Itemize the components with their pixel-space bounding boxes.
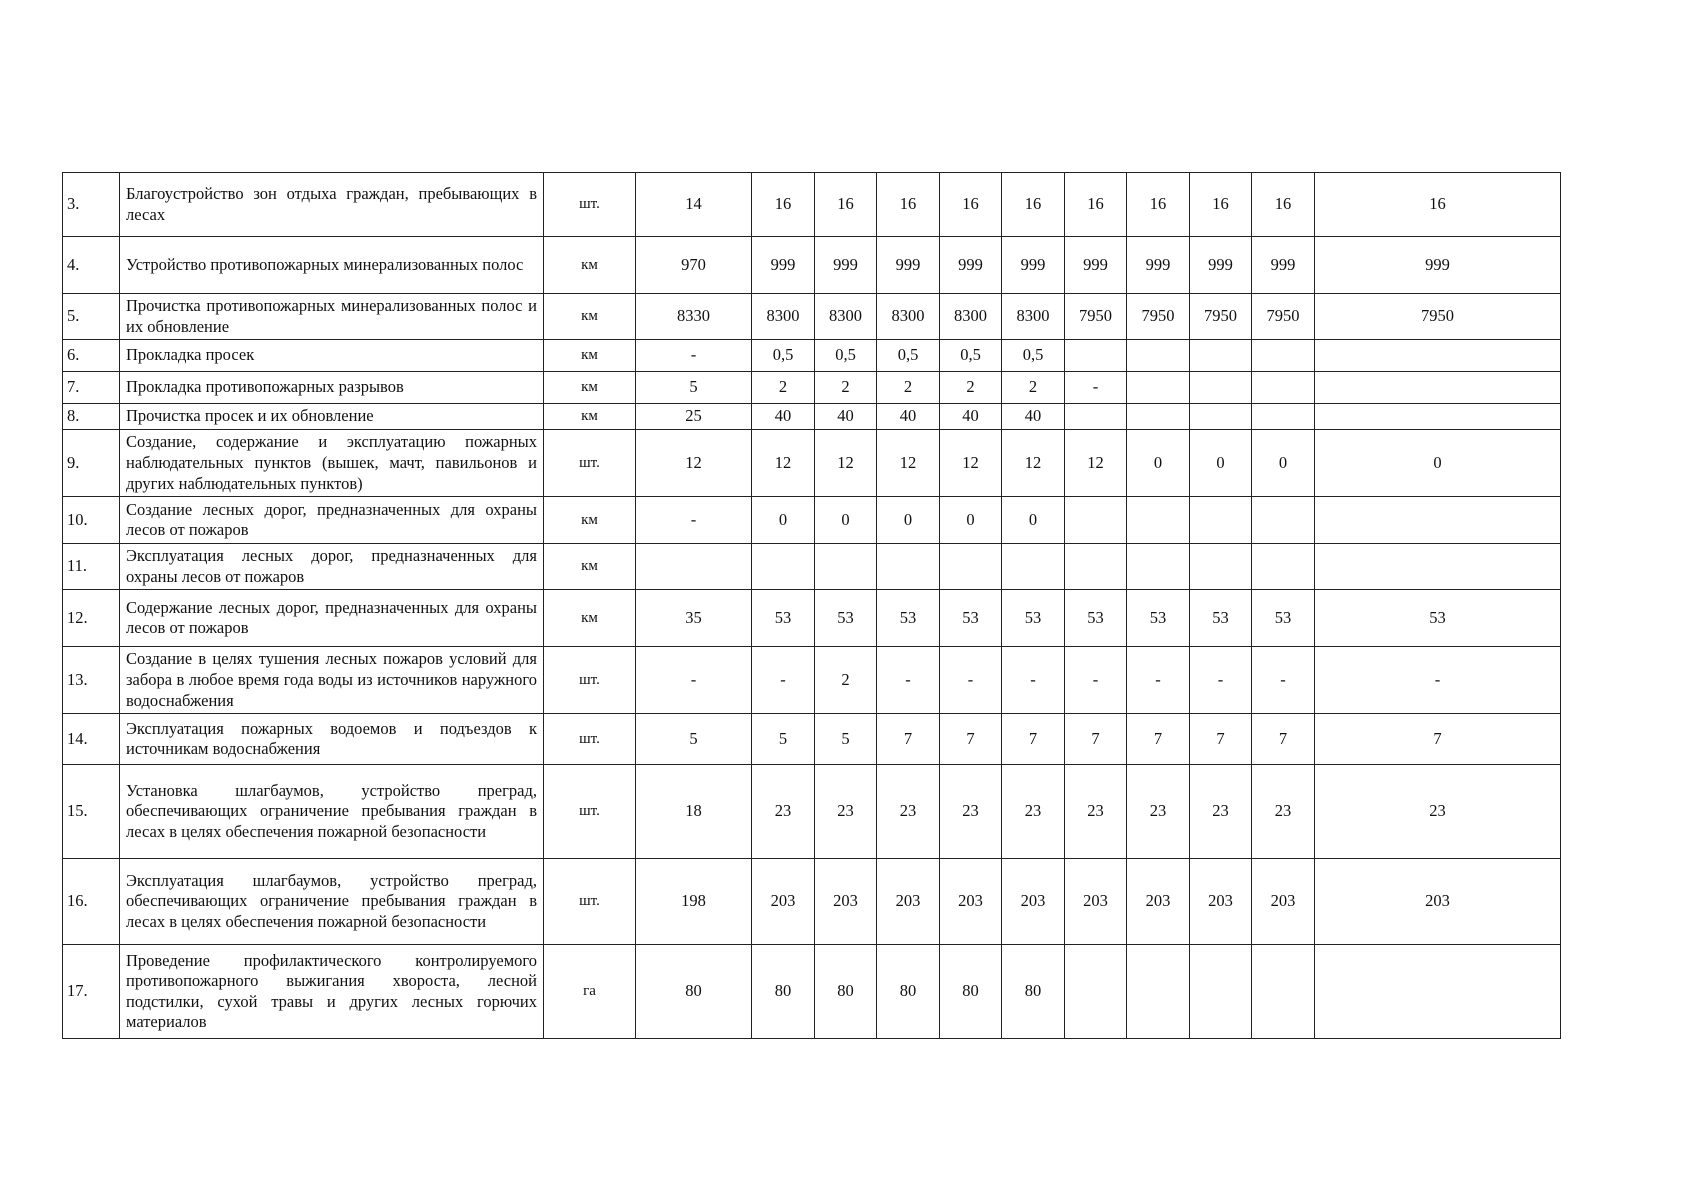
value-cell [1065,497,1127,544]
value-cell: 80 [877,945,940,1039]
value-cell [877,544,940,590]
value-cell: 16 [1065,173,1127,237]
value-cell: 203 [815,859,877,945]
value-cell: 23 [877,765,940,859]
value-cell: 12 [1002,430,1065,497]
value-cell: 203 [877,859,940,945]
value-cell [1315,945,1561,1039]
value-cell: 0,5 [1002,340,1065,372]
value-cell [815,544,877,590]
value-cell: 0,5 [940,340,1002,372]
value-cell: 0,5 [815,340,877,372]
value-cell: 23 [1002,765,1065,859]
value-cell: 7 [877,714,940,765]
measure-name: Эксплуатация пожарных водоемов и подъездов к источникам водоснабжения [120,714,544,765]
measure-name: Прочистка противопожарных минерализованных полос и их обновление [120,294,544,340]
value-cell: 203 [1252,859,1315,945]
row-number: 14. [63,714,120,765]
value-cell: 12 [636,430,752,497]
measure-name: Создание лесных дорог, предназначенных для охраны лесов от пожаров [120,497,544,544]
value-cell: 40 [752,404,815,430]
value-cell: 23 [1252,765,1315,859]
value-cell: 7950 [1252,294,1315,340]
measure-name: Благоустройство зон отдыха граждан, пребывающих в лесах [120,173,544,237]
value-cell [1127,497,1190,544]
value-cell: 999 [1315,237,1561,294]
value-cell [1065,340,1127,372]
table-row [63,294,1561,340]
value-cell: 14 [636,173,752,237]
measure-name: Прокладка противопожарных разрывов [120,372,544,404]
value-cell: 53 [940,590,1002,647]
value-cell [1190,340,1252,372]
unit-cell: шт. [544,647,636,714]
value-cell: 53 [877,590,940,647]
value-cell [1065,945,1127,1039]
value-cell: - [1002,647,1065,714]
value-cell: 0 [1315,430,1561,497]
value-cell: 16 [940,173,1002,237]
fire-protection-measures-table [62,172,1561,1039]
row-number: 5. [63,294,120,340]
unit-cell: км [544,340,636,372]
table-row [63,647,1561,714]
value-cell: 80 [1002,945,1065,1039]
value-cell: 80 [940,945,1002,1039]
value-cell: 23 [1315,765,1561,859]
measure-name: Прокладка просек [120,340,544,372]
value-cell [1315,544,1561,590]
measure-name: Содержание лесных дорог, предназначенных для охраны лесов от пожаров [120,590,544,647]
value-cell: 7 [1252,714,1315,765]
value-cell: 203 [1065,859,1127,945]
table-row [63,945,1561,1039]
table-row [63,859,1561,945]
value-cell [940,544,1002,590]
value-cell: 16 [877,173,940,237]
value-cell: 7 [1315,714,1561,765]
value-cell: 53 [1252,590,1315,647]
value-cell: 80 [752,945,815,1039]
value-cell: 203 [1127,859,1190,945]
value-cell: 0 [877,497,940,544]
value-cell: 2 [815,647,877,714]
value-cell [1315,497,1561,544]
value-cell: - [877,647,940,714]
row-number: 17. [63,945,120,1039]
unit-cell: шт. [544,430,636,497]
measure-name: Прочистка просек и их обновление [120,404,544,430]
value-cell: 970 [636,237,752,294]
value-cell: 0 [940,497,1002,544]
value-cell: 7 [1190,714,1252,765]
value-cell: 2 [1002,372,1065,404]
value-cell [1252,497,1315,544]
value-cell: 203 [752,859,815,945]
row-number: 8. [63,404,120,430]
unit-cell: км [544,237,636,294]
value-cell: 16 [1315,173,1561,237]
value-cell: 5 [636,372,752,404]
value-cell: 16 [752,173,815,237]
value-cell [1065,544,1127,590]
value-cell: 80 [636,945,752,1039]
value-cell: 8300 [940,294,1002,340]
value-cell: 999 [877,237,940,294]
value-cell [1127,372,1190,404]
value-cell: 53 [1127,590,1190,647]
table-row [63,237,1561,294]
value-cell [1127,340,1190,372]
value-cell: 23 [1065,765,1127,859]
value-cell [1252,372,1315,404]
value-cell: 40 [940,404,1002,430]
value-cell: 16 [815,173,877,237]
value-cell: 5 [636,714,752,765]
value-cell: 2 [940,372,1002,404]
value-cell: - [1190,647,1252,714]
value-cell [1127,945,1190,1039]
value-cell: 8300 [815,294,877,340]
value-cell: 7 [1002,714,1065,765]
value-cell: 8300 [752,294,815,340]
value-cell: 80 [815,945,877,1039]
value-cell [636,544,752,590]
value-cell: 203 [1190,859,1252,945]
value-cell: 7950 [1315,294,1561,340]
value-cell: 7 [940,714,1002,765]
value-cell: 0,5 [877,340,940,372]
value-cell: - [636,340,752,372]
table-row [63,497,1561,544]
value-cell: 999 [1190,237,1252,294]
value-cell [1315,372,1561,404]
value-cell: 0 [815,497,877,544]
value-cell: 35 [636,590,752,647]
value-cell [1252,404,1315,430]
value-cell: 53 [1002,590,1065,647]
value-cell: 53 [1065,590,1127,647]
row-number: 4. [63,237,120,294]
value-cell: 40 [1002,404,1065,430]
value-cell [1190,372,1252,404]
unit-cell: шт. [544,714,636,765]
table-row [63,714,1561,765]
value-cell: 23 [940,765,1002,859]
row-number: 9. [63,430,120,497]
value-cell: 203 [940,859,1002,945]
row-number: 16. [63,859,120,945]
measure-name: Проведение профилактического контролируемого противопожарного выжигания хвороста, лесной подстилки, сухой травы и других лесных горючих материалов [120,945,544,1039]
value-cell: 7 [1127,714,1190,765]
value-cell: 16 [1190,173,1252,237]
value-cell: 2 [877,372,940,404]
table-row [63,340,1561,372]
unit-cell: шт. [544,765,636,859]
value-cell: 25 [636,404,752,430]
value-cell [1315,340,1561,372]
value-cell: 999 [1065,237,1127,294]
value-cell [1252,945,1315,1039]
value-cell: 7950 [1190,294,1252,340]
measure-name: Эксплуатация лесных дорог, предназначенных для охраны лесов от пожаров [120,544,544,590]
value-cell: 18 [636,765,752,859]
value-cell: 8300 [877,294,940,340]
value-cell: 12 [752,430,815,497]
value-cell: 0 [752,497,815,544]
table-row [63,430,1561,497]
value-cell: 23 [815,765,877,859]
value-cell: 203 [1002,859,1065,945]
value-cell: - [752,647,815,714]
table-row [63,590,1561,647]
measure-name: Эксплуатация шлагбаумов, устройство преград, обеспечивающих ограничение пребывания граждан в лесах в целях обеспечения пожарной безопасности [120,859,544,945]
row-number: 13. [63,647,120,714]
value-cell: 12 [815,430,877,497]
value-cell: 999 [1252,237,1315,294]
value-cell: 12 [940,430,1002,497]
unit-cell: шт. [544,173,636,237]
value-cell: 999 [815,237,877,294]
value-cell: 0,5 [752,340,815,372]
unit-cell: км [544,404,636,430]
value-cell: 203 [1315,859,1561,945]
value-cell [1190,404,1252,430]
value-cell: 53 [1315,590,1561,647]
value-cell: 8300 [1002,294,1065,340]
value-cell: 23 [1127,765,1190,859]
value-cell: 12 [877,430,940,497]
row-number: 6. [63,340,120,372]
value-cell: 198 [636,859,752,945]
row-number: 11. [63,544,120,590]
value-cell [1002,544,1065,590]
measure-name: Установка шлагбаумов, устройство преград, обеспечивающих ограничение пребывания граждан в лесах в целях обеспечения пожарной безопасности [120,765,544,859]
row-number: 7. [63,372,120,404]
value-cell: 7950 [1127,294,1190,340]
value-cell: 2 [752,372,815,404]
unit-cell: км [544,294,636,340]
value-cell: 5 [752,714,815,765]
measure-name: Создание, содержание и эксплуатацию пожарных наблюдательных пунктов (вышек, мачт, павильонов и других наблюдательных пунктов) [120,430,544,497]
table-row [63,765,1561,859]
value-cell: 0 [1190,430,1252,497]
value-cell: 7 [1065,714,1127,765]
value-cell: - [1252,647,1315,714]
value-cell [1065,404,1127,430]
table-row [63,404,1561,430]
value-cell [1190,945,1252,1039]
value-cell: - [1065,372,1127,404]
value-cell: 23 [1190,765,1252,859]
table-row [63,544,1561,590]
value-cell: 7950 [1065,294,1127,340]
value-cell [1252,340,1315,372]
row-number: 12. [63,590,120,647]
unit-cell: км [544,372,636,404]
value-cell: 12 [1065,430,1127,497]
value-cell [1190,497,1252,544]
value-cell [752,544,815,590]
table-row [63,173,1561,237]
value-cell: - [636,497,752,544]
value-cell: 23 [752,765,815,859]
value-cell: - [636,647,752,714]
value-cell: - [1127,647,1190,714]
value-cell: 999 [1002,237,1065,294]
value-cell: 16 [1127,173,1190,237]
row-number: 15. [63,765,120,859]
table-body [63,173,1561,1039]
value-cell: 999 [752,237,815,294]
value-cell [1127,404,1190,430]
value-cell [1190,544,1252,590]
value-cell: 999 [1127,237,1190,294]
value-cell: 0 [1127,430,1190,497]
table-row [63,372,1561,404]
value-cell: 5 [815,714,877,765]
value-cell: 2 [815,372,877,404]
row-number: 3. [63,173,120,237]
measure-name: Устройство противопожарных минерализованных полос [120,237,544,294]
value-cell: 0 [1002,497,1065,544]
value-cell: 40 [815,404,877,430]
value-cell: 53 [1190,590,1252,647]
value-cell: 16 [1002,173,1065,237]
measure-name: Создание в целях тушения лесных пожаров условий для забора в любое время года воды из источников наружного водоснабжения [120,647,544,714]
value-cell: 16 [1252,173,1315,237]
row-number: 10. [63,497,120,544]
value-cell: - [1315,647,1561,714]
value-cell [1252,544,1315,590]
value-cell: 40 [877,404,940,430]
unit-cell: км [544,544,636,590]
unit-cell: км [544,497,636,544]
value-cell [1315,404,1561,430]
value-cell: 8330 [636,294,752,340]
value-cell: - [1065,647,1127,714]
value-cell: 0 [1252,430,1315,497]
unit-cell: км [544,590,636,647]
value-cell [1127,544,1190,590]
unit-cell: га [544,945,636,1039]
value-cell: - [940,647,1002,714]
value-cell: 53 [752,590,815,647]
unit-cell: шт. [544,859,636,945]
value-cell: 53 [815,590,877,647]
value-cell: 999 [940,237,1002,294]
